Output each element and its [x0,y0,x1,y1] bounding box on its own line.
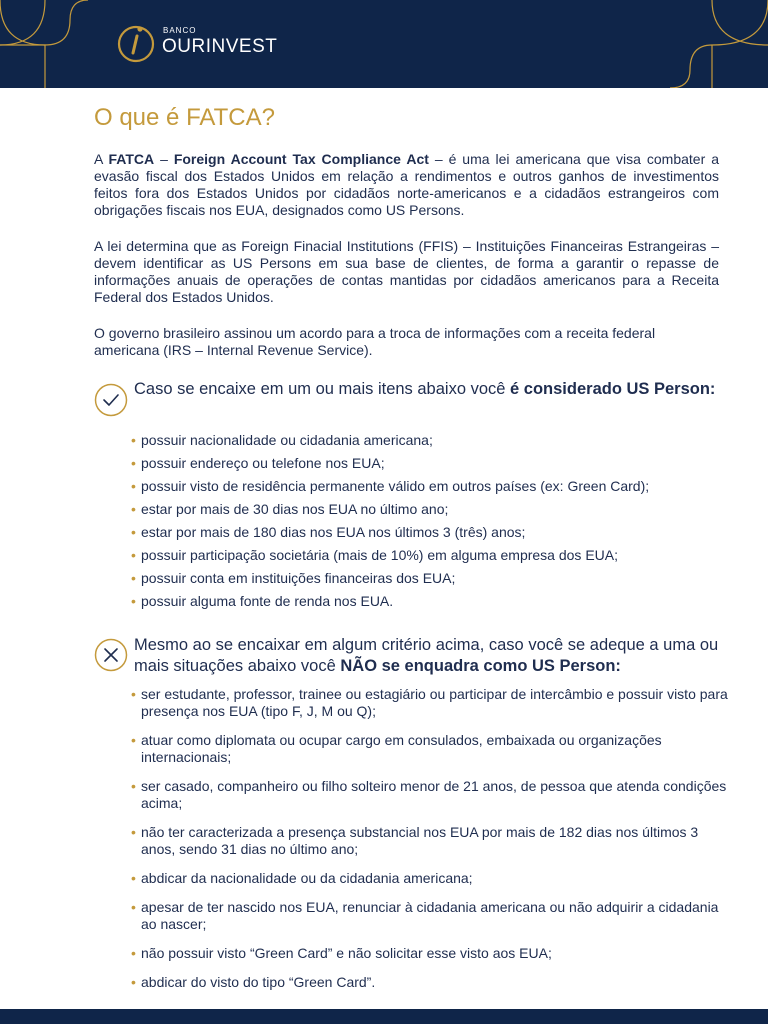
page-title: O que é FATCA? [94,104,275,131]
fatca-fullname-bold: Foreign Account Tax Compliance Act [173,151,429,167]
fatca-bold: FATCA [108,151,155,167]
list-item-text: abdicar da nacionalidade ou da cidadania americana; [141,870,473,886]
list-item-text: possuir alguma fonte de renda nos EUA. [141,593,394,609]
bullet-icon: • [131,686,136,702]
list-item-text: estar por mais de 30 dias nos EUA no último ano; [141,501,449,517]
header-banner [0,0,768,88]
list-item [131,899,731,933]
bullet-icon: • [131,501,136,517]
list-item-text: não ter caracterizada a presença substancial nos EUA por mais de 182 dias nos últimos 3 anos, sendo 31 dias no último ano; [141,824,699,857]
list-item-text: possuir visto de residência permanente válido em outros países (ex: Green Card); [141,478,650,494]
list-item [131,945,731,962]
bullet-icon: • [131,478,136,494]
list-item [131,570,731,587]
bullet-icon: • [131,524,136,540]
footer-bar [0,1009,768,1024]
bullet-icon: • [131,732,136,748]
list-item [131,478,731,495]
list-item-text: atuar como diplomata ou ocupar cargo em consulados, embaixada ou organizações internacionais; [141,732,662,765]
list-item-text: ser casado, companheiro ou filho solteiro menor de 21 anos, de pessoa que atenda condições acima; [141,778,727,811]
bullet-icon: • [131,593,136,609]
list-item [131,432,731,449]
bullet-icon: • [131,824,136,840]
bullet-icon: • [131,455,136,471]
bullet-icon: • [131,778,136,794]
list-item [131,524,731,541]
bullet-icon: • [131,974,136,990]
list-item-text: abdicar do visto do tipo “Green Card”. [141,974,376,990]
bullet-icon: • [131,432,136,448]
intro-paragraph-1: A FATCA – Foreign Account Tax Compliance Act – é uma lei americana que visa combater a evasão fiscal dos Estados Unidos em relação a rendimentos e outros ganhos de investimentos feitos fora dos Estados Unidos por cidadãos norte-americanos e a cidadãos estrangeiros com obrigações fiscais nos EUA, designados como US Persons. [94,151,719,218]
list-item [131,732,731,766]
list-item [131,547,731,564]
list-item [131,824,731,858]
us-person-heading: Caso se encaixe em um ou mais itens abaixo você é considerado US Person: [134,380,716,398]
check-icon [94,383,128,417]
list-item [131,870,731,887]
list-item-text: possuir endereço ou telefone nos EUA; [141,455,385,471]
x-icon [94,638,128,672]
list-item-text: possuir conta em instituições financeiras dos EUA; [141,570,456,586]
bullet-icon: • [131,945,136,961]
list-item-text: possuir nacionalidade ou cidadania americana; [141,432,433,448]
list-item-text: não possuir visto “Green Card” e não solicitar esse visto aos EUA; [141,945,552,961]
logo-small-text: BANCO [163,26,197,35]
bullet-icon: • [131,570,136,586]
bullet-icon: • [131,870,136,886]
list-item [131,593,731,610]
bullet-icon: • [131,899,136,915]
logo-mark-icon [116,22,156,64]
list-item [131,455,731,472]
not-us-person-heading: Mesmo ao se encaixar em algum critério acima, caso você se adeque a uma ou mais situações abaixo você NÃO se enquadra como US Person: [134,636,719,675]
list-item [131,778,731,812]
us-person-list [131,432,731,616]
list-item [131,686,731,720]
bullet-icon: • [131,547,136,563]
intro-paragraph-3: O governo brasileiro assinou um acordo para a troca de informações com a receita federal americana (IRS – Internal Revenue Service). [94,325,656,358]
list-item [131,501,731,518]
list-item-text: apesar de ter nascido nos EUA, renunciar à cidadania americana ou não adquirir a cidadania ao nascer; [141,899,719,932]
list-item-text: estar por mais de 180 dias nos EUA nos últimos 3 (três) anos; [141,524,526,540]
intro-paragraph-2: A lei determina que as Foreign Finacial Institutions (FFIS) – Instituições Financeiras Estrangeiras – devem identificar as US Persons em sua base de clientes, de forma a garantir o repasse de informações anuais de operações de contas mantidas por cidadãos americanos para a Receita Federal dos Estados Unidos. [94,238,719,305]
not-us-person-list [131,686,731,1003]
list-item [131,974,731,991]
logo-name-text: OURINVEST [162,36,278,57]
list-item-text: possuir participação societária (mais de 10%) em alguma empresa dos EUA; [141,547,618,563]
list-item-text: ser estudante, professor, trainee ou estagiário ou participar de intercâmbio e possuir visto para presença nos EUA (tipo F, J, M ou Q); [141,686,728,719]
